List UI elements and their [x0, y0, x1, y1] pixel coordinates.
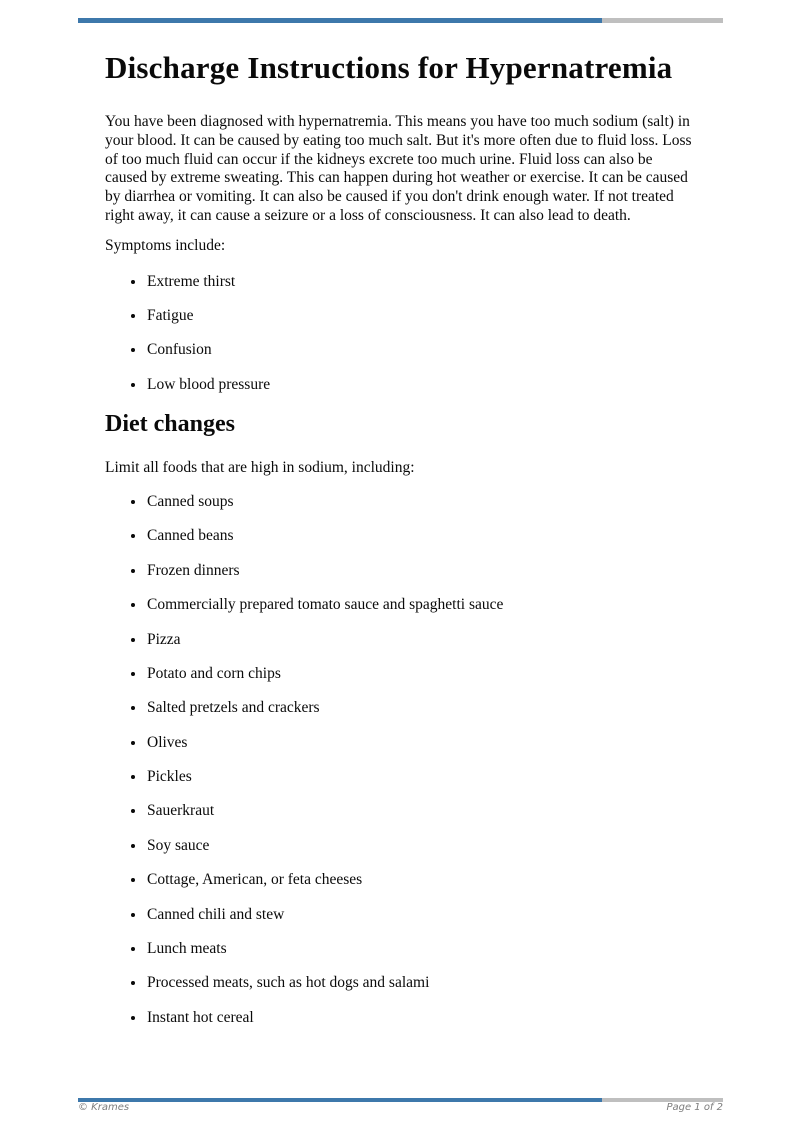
intro-paragraph: You have been diagnosed with hypernatremia. This means you have too much sodium (salt) in your blood. It can be caused by eating too much salt. But it's more often due to fluid loss. Loss of too much fluid can occur if the kidneys excrete too much urine. Fluid loss can also be caused by extreme sweating. This can happen during hot weather or exercise. It can be caused by diarrhea or vomiting. It can also be caused if you don't drink enough water. If not treated right away, it can cause a seizure or a loss of consciousness. It can also lead to death. [105, 113, 692, 224]
list-item: • Instant hot cereal [146, 1009, 696, 1028]
list-item: • Low blood pressure [146, 376, 696, 395]
list-item: • Canned beans [146, 527, 696, 546]
symptoms-list [105, 273, 696, 395]
diet-list [105, 493, 696, 1028]
list-item: • Extreme thirst [146, 273, 696, 292]
list-item: • Sauerkraut [146, 802, 696, 821]
list-item: • Potato and corn chips [146, 665, 696, 684]
diet-changes-heading: Diet changes [105, 411, 235, 438]
list-item: • Olives [146, 734, 696, 753]
list-item: • Salted pretzels and crackers [146, 699, 696, 718]
list-item: • Pickles [146, 768, 696, 787]
list-item: • Cottage, American, or feta cheeses [146, 871, 696, 890]
list-item: • Soy sauce [146, 837, 696, 856]
footer-copyright: © Krames [78, 1102, 130, 1113]
list-item: • Commercially prepared tomato sauce and spaghetti sauce [146, 596, 696, 615]
page-title: Discharge Instructions for Hypernatremia [105, 50, 673, 85]
footer [78, 1102, 723, 1113]
symptoms-label: Symptoms include: [105, 236, 226, 254]
list-item: • Frozen dinners [146, 562, 696, 581]
footer-page-number: Page 1 of 2 [666, 1102, 723, 1113]
list-item: • Canned soups [146, 493, 696, 512]
document-body [105, 0, 696, 1043]
list-item: • Processed meats, such as hot dogs and salami [146, 974, 696, 993]
list-item: • Canned chili and stew [146, 906, 696, 925]
list-item: • Fatigue [146, 307, 696, 326]
list-item: • Confusion [146, 341, 696, 360]
list-item: • Pizza [146, 631, 696, 650]
diet-intro: Limit all foods that are high in sodium, including: [105, 459, 415, 477]
list-item: • Lunch meats [146, 940, 696, 959]
